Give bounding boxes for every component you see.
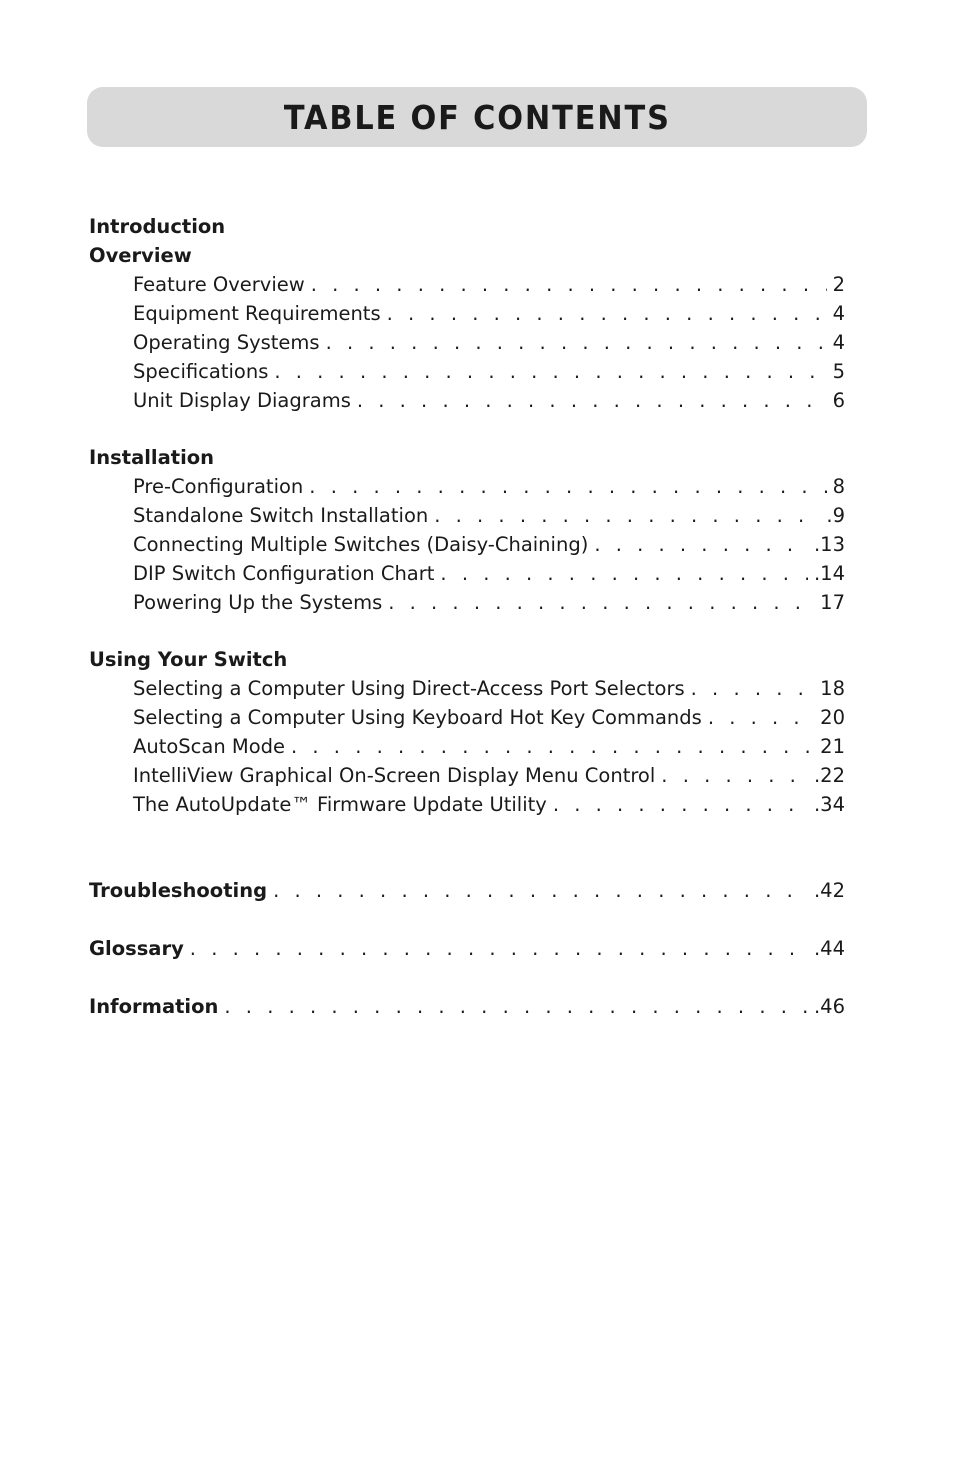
toc-entry-intelliview-osd-menu[interactable]	[89, 761, 845, 790]
toc-page-number: .14	[813, 562, 845, 585]
toc-entry-keyboard-hot-key-commands[interactable]	[89, 703, 845, 732]
toc-page-number: .34	[813, 793, 845, 816]
toc-page-number: 4	[832, 331, 845, 354]
dot-leader	[291, 732, 814, 761]
toc-entry-label: AutoScan Mode	[133, 735, 286, 758]
toc-page-number: 17	[820, 591, 845, 614]
toc-entry-standalone-switch-installation[interactable]	[89, 501, 845, 530]
toc-heading-label: Overview	[89, 244, 192, 267]
dot-leader	[594, 530, 808, 559]
toc-heading-overview[interactable]	[89, 241, 845, 270]
page-title: TABLE OF CONTENTS	[283, 97, 671, 137]
toc-page-number: .9	[826, 504, 845, 527]
toc-heading-label: Using Your Switch	[89, 648, 288, 671]
toc-entry-equipment-requirements[interactable]	[89, 299, 845, 328]
toc-heading-label: Installation	[89, 446, 215, 469]
toc-entry-connecting-multiple-switches[interactable]	[89, 530, 845, 559]
dot-leader	[691, 674, 815, 703]
toc-entry-direct-access-port-selectors[interactable]	[89, 674, 845, 703]
dot-leader	[273, 876, 808, 905]
toc-entry-operating-systems[interactable]	[89, 328, 845, 357]
section-spacer	[89, 617, 845, 645]
toc-entry-autoupdate-firmware-utility[interactable]	[89, 790, 845, 819]
toc-heading-installation[interactable]	[89, 443, 845, 472]
toc-entry-powering-up-the-systems[interactable]	[89, 588, 845, 617]
section-spacer	[89, 819, 845, 876]
dot-leader	[388, 588, 814, 617]
toc-entry-label: IntelliView Graphical On-Screen Display Menu Control	[133, 764, 656, 787]
dot-leader	[661, 761, 808, 790]
toc-entry-feature-overview[interactable]	[89, 270, 845, 299]
toc-page-number: .42	[813, 879, 845, 902]
toc-entry-label: Selecting a Computer Using Keyboard Hot Key Commands	[133, 706, 702, 729]
toc-page-number: .44	[813, 937, 845, 960]
toc-heading-glossary[interactable]	[89, 934, 845, 963]
toc-entry-label: Selecting a Computer Using Direct-Access Port Selectors	[133, 677, 685, 700]
toc-page-number: .13	[813, 533, 845, 556]
toc-page-number: 20	[820, 706, 845, 729]
dot-leader	[309, 472, 826, 501]
dot-leader	[190, 934, 808, 963]
dot-leader	[434, 501, 820, 530]
table-of-contents	[89, 212, 845, 1021]
toc-page-number: .22	[813, 764, 845, 787]
dot-leader	[357, 386, 827, 415]
toc-heading-introduction[interactable]	[89, 212, 845, 241]
dot-leader	[708, 703, 814, 732]
toc-heading-label: Introduction	[89, 215, 226, 238]
dot-leader	[311, 270, 827, 299]
toc-entry-label: The AutoUpdate™ Firmware Update Utility	[133, 793, 547, 816]
dot-leader	[274, 357, 826, 386]
toc-entry-label: Standalone Switch Installation	[133, 504, 429, 527]
toc-page-number: 2	[832, 273, 845, 296]
toc-entry-label: Equipment Requirements	[133, 302, 381, 325]
toc-page-number: 5	[832, 360, 845, 383]
toc-entry-label: Specifications	[133, 360, 269, 383]
toc-page-number: 21	[820, 735, 845, 758]
toc-heading-label: Information	[89, 995, 219, 1018]
toc-page-number: .46	[813, 995, 845, 1018]
toc-entry-specifications[interactable]	[89, 357, 845, 386]
toc-entry-label: Pre-Configuration	[133, 475, 304, 498]
dot-leader	[224, 992, 808, 1021]
section-spacer	[89, 963, 845, 992]
toc-entry-label: Powering Up the Systems	[133, 591, 383, 614]
toc-entry-label: DIP Switch Configuration Chart	[133, 562, 435, 585]
toc-page-number: 4	[832, 302, 845, 325]
toc-entry-label: Unit Display Diagrams	[133, 389, 351, 412]
toc-entry-label: Connecting Multiple Switches (Daisy-Chaining)	[133, 533, 589, 556]
toc-entry-dip-switch-configuration-chart[interactable]	[89, 559, 845, 588]
dot-leader	[440, 559, 808, 588]
toc-entry-label: Feature Overview	[133, 273, 305, 296]
toc-entry-label: Operating Systems	[133, 331, 320, 354]
toc-heading-label: Glossary	[89, 937, 184, 960]
dot-leader	[387, 299, 827, 328]
toc-entry-unit-display-diagrams[interactable]	[89, 386, 845, 415]
dot-leader	[326, 328, 827, 357]
toc-page-number: 18	[820, 677, 845, 700]
section-spacer	[89, 415, 845, 443]
title-banner	[87, 87, 867, 147]
toc-page-number: 6	[832, 389, 845, 412]
toc-heading-information[interactable]	[89, 992, 845, 1021]
dot-leader	[553, 790, 808, 819]
toc-entry-autoscan-mode[interactable]	[89, 732, 845, 761]
section-spacer	[89, 905, 845, 934]
toc-heading-label: Troubleshooting	[89, 879, 268, 902]
toc-page-number: 8	[832, 475, 845, 498]
toc-entry-pre-configuration[interactable]	[89, 472, 845, 501]
toc-heading-troubleshooting[interactable]	[89, 876, 845, 905]
toc-heading-using-your-switch[interactable]	[89, 645, 845, 674]
